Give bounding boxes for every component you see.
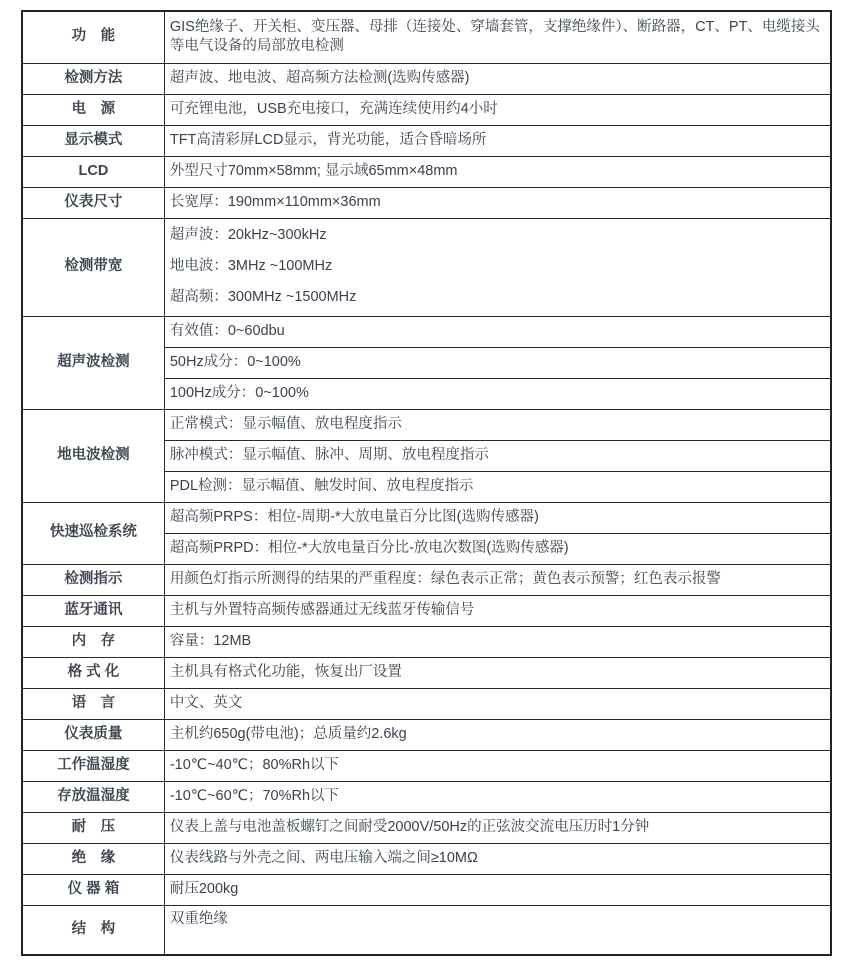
- table-row: [22, 11, 831, 63]
- spec-table: [21, 10, 832, 956]
- spec-label: 内 存: [22, 626, 164, 657]
- spec-label: 格 式 化: [22, 657, 164, 688]
- spec-value: 主机与外置特高频传感器通过无线蓝牙传输信号: [164, 595, 831, 626]
- spec-value: 100Hz成分：0~100%: [164, 378, 831, 409]
- spec-value-line: 超声波：20kHz~300kHz: [169, 227, 327, 244]
- table-row: [22, 905, 831, 955]
- spec-label: 绝 缘: [22, 843, 164, 874]
- table-row: [22, 409, 831, 440]
- table-row: [22, 626, 831, 657]
- spec-label: 快速巡检系统: [22, 502, 164, 564]
- spec-value: 脉冲模式：显示幅值、脉冲、周期、放电程度指示: [164, 440, 831, 471]
- spec-value-line: 地电波：3MHz ~100MHz: [169, 258, 333, 275]
- table-row: [22, 218, 831, 316]
- spec-value: 耐压200kg: [164, 874, 831, 905]
- spec-label: 工作温湿度: [22, 750, 164, 781]
- spec-value: 容量：12MB: [164, 626, 831, 657]
- table-row: [22, 688, 831, 719]
- spec-label: 仪表尺寸: [22, 187, 164, 218]
- spec-label: 功 能: [22, 11, 164, 63]
- spec-label: LCD: [22, 156, 164, 187]
- spec-label: 电 源: [22, 94, 164, 125]
- spec-label: 存放温湿度: [22, 781, 164, 812]
- spec-value: TFT高清彩屏LCD显示，背光功能，适合昏暗场所: [164, 125, 831, 156]
- spec-value: 50Hz成分：0~100%: [164, 347, 831, 378]
- spec-value-line: 超高频：300MHz ~1500MHz: [169, 289, 357, 306]
- table-row: [22, 502, 831, 533]
- spec-value: 主机具有格式化功能，恢复出厂设置: [164, 657, 831, 688]
- table-row: [22, 63, 831, 94]
- spec-value: 双重绝缘: [164, 905, 831, 955]
- spec-value: 可充锂电池，USB充电接口，充满连续使用约4小时: [164, 94, 831, 125]
- spec-value: 正常模式：显示幅值、放电程度指示: [164, 409, 831, 440]
- spec-value: 仪表线路与外壳之间、两电压输入端之间≥10MΩ: [164, 843, 831, 874]
- spec-value: -10℃~40℃；80%Rh以下: [164, 750, 831, 781]
- spec-label: 蓝牙通讯: [22, 595, 164, 626]
- spec-label: 结 构: [22, 905, 164, 955]
- table-row: [22, 156, 831, 187]
- spec-value: 用颜色灯指示所测得的结果的严重程度：绿色表示正常；黄色表示预警；红色表示报警: [164, 564, 831, 595]
- table-row: [22, 125, 831, 156]
- table-row: [22, 874, 831, 905]
- spec-label: 检测指示: [22, 564, 164, 595]
- spec-label: 仪表质量: [22, 719, 164, 750]
- table-row: [22, 781, 831, 812]
- spec-value: 外型尺寸70mm×58mm; 显示域65mm×48mm: [164, 156, 831, 187]
- table-row: [22, 812, 831, 843]
- spec-value: -10℃~60℃；70%Rh以下: [164, 781, 831, 812]
- spec-value: PDL检测：显示幅值、触发时间、放电程度指示: [164, 471, 831, 502]
- table-row: [22, 595, 831, 626]
- table-row: [22, 719, 831, 750]
- table-row: [22, 750, 831, 781]
- table-row: [22, 187, 831, 218]
- table-row: [22, 657, 831, 688]
- spec-value: 超声波、地电波、超高频方法检测(选购传感器): [164, 63, 831, 94]
- spec-label: 超声波检测: [22, 316, 164, 409]
- spec-label: 检测带宽: [22, 218, 164, 316]
- spec-value: 中文、英文: [164, 688, 831, 719]
- spec-label: 语 言: [22, 688, 164, 719]
- spec-value: 长宽厚：190mm×110mm×36mm: [164, 187, 831, 218]
- spec-label: 地电波检测: [22, 409, 164, 502]
- spec-value: GIS绝缘子、开关柜、变压器、母排（连接处、穿墙套管，支撑绝缘件）、断路器，CT、PT、电缆接头等电气设备的局部放电检测: [164, 11, 831, 63]
- table-row: [22, 94, 831, 125]
- spec-value: 超高频PRPD：相位-*大放电量百分比-放电次数图(选购传感器): [164, 533, 831, 564]
- table-row: [22, 316, 831, 347]
- table-row: [22, 843, 831, 874]
- spec-value-multiline: [164, 218, 831, 316]
- spec-value: 仪表上盖与电池盖板螺钉之间耐受2000V/50Hz的正弦波交流电压历时1分钟: [164, 812, 831, 843]
- spec-value: 主机约650g(带电池)；总质量约2.6kg: [164, 719, 831, 750]
- table-row: [22, 564, 831, 595]
- spec-label: 显示模式: [22, 125, 164, 156]
- spec-label: 仪 器 箱: [22, 874, 164, 905]
- spec-value: 超高频PRPS：相位-周期-*大放电量百分比图(选购传感器): [164, 502, 831, 533]
- spec-value: 有效值：0~60dbu: [164, 316, 831, 347]
- spec-label: 检测方法: [22, 63, 164, 94]
- spec-label: 耐 压: [22, 812, 164, 843]
